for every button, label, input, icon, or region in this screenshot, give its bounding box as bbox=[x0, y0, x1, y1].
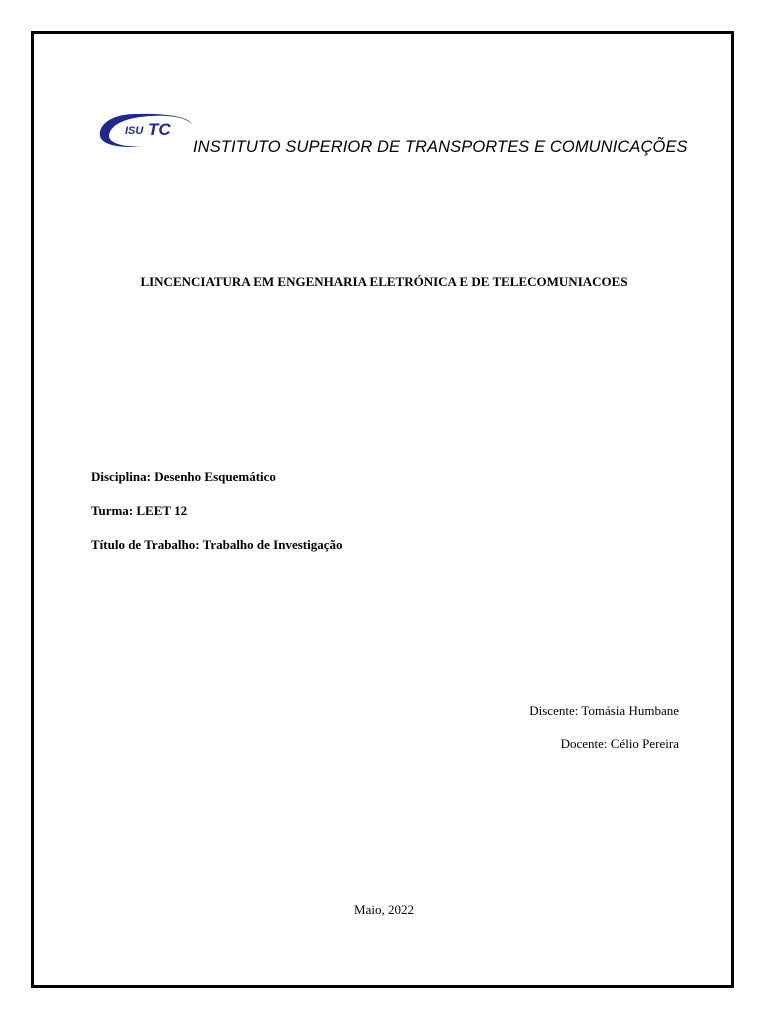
document-date: Maio, 2022 bbox=[354, 902, 414, 917]
svg-text:TC: TC bbox=[148, 120, 171, 139]
student-line: Discente: Tomásia Humbane bbox=[529, 703, 679, 718]
svg-text:ISU: ISU bbox=[125, 125, 144, 137]
institute-name: INSTITUTO SUPERIOR DE TRANSPORTES E COMUNICAÇÕES bbox=[193, 138, 688, 156]
discipline-line: Disciplina: Desenho Esquemático bbox=[91, 469, 276, 484]
course-title: LINCENCIATURA EM ENGENHARIA ELETRÓNICA E DE TELECOMUNIACOES bbox=[140, 274, 628, 289]
document-header bbox=[96, 108, 696, 168]
turma-line: Turma: LEET 12 bbox=[91, 503, 188, 518]
isutc-logo bbox=[96, 108, 196, 152]
work-title-line: Título de Trabalho: Trabalho de Investigação bbox=[91, 537, 343, 552]
teacher-line: Docente: Célio Pereira bbox=[560, 736, 679, 751]
